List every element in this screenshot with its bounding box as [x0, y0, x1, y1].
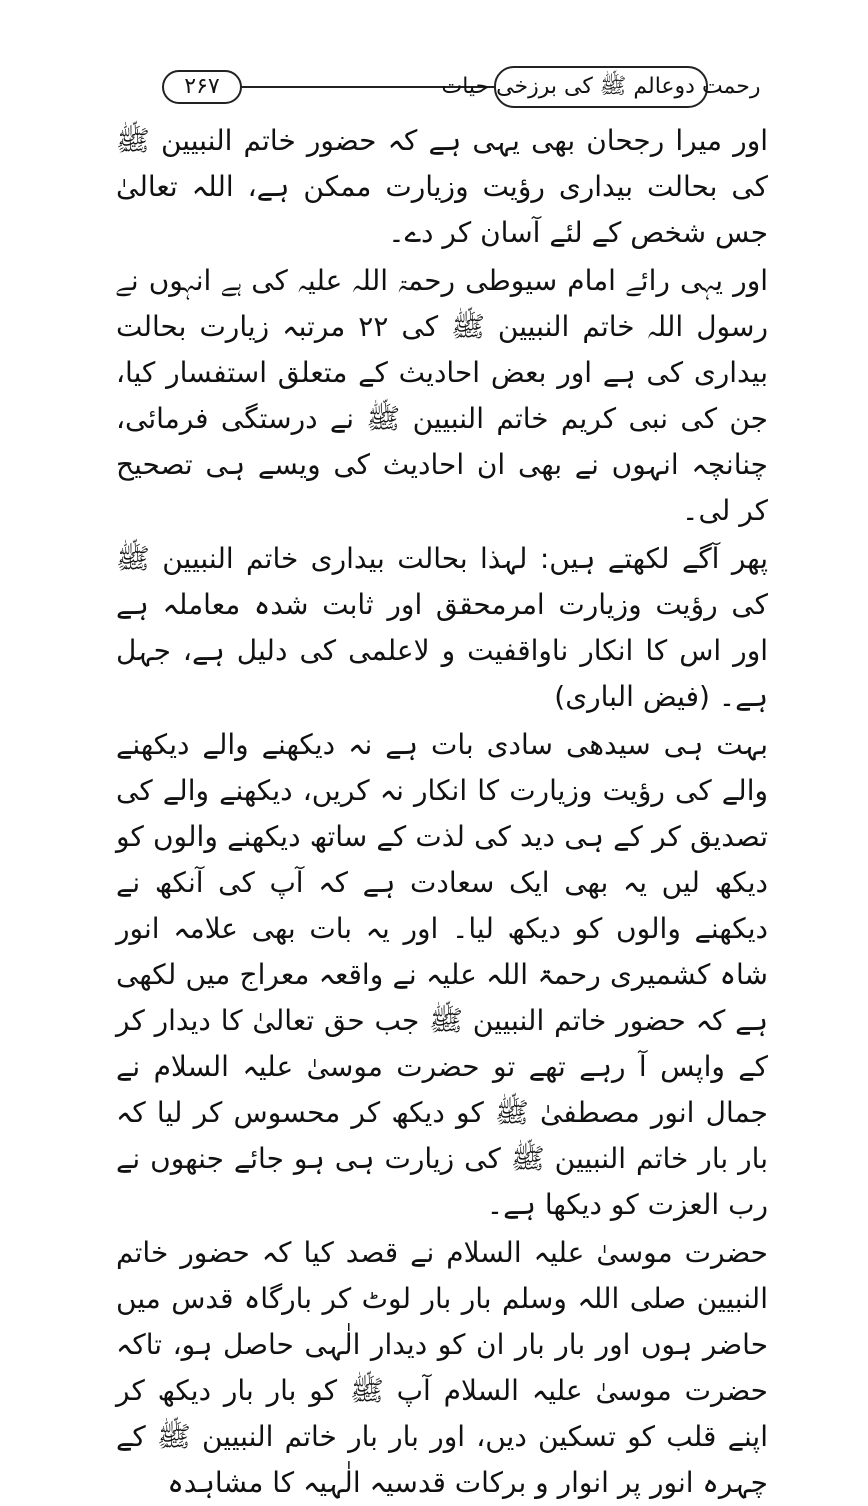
paragraph-5: حضرت موسیٰ علیہ السلام نے قصد کیا کہ حضور خاتم النبیین صلی اللہ وسلم بار بار لوٹ کر بارگاہ قدس میں حاضر ہوں اور بار بار ان کو دیدار الٰہی حاصل ہو، تاکہ حضرت موسیٰ علیہ السلام آپ ﷺ کو بار بار دیکھ کر اپنے قلب کو تسکین دیں، اور بار بار خاتم النبیین ﷺ کے چہرہ انور پر انوار و برکات قدسیہ الٰہیہ کا مشاہدہ	[116, 1236, 768, 1499]
paragraph-1: اور میرا رجحان بھی یہی ہے کہ حضور خاتم النبیین ﷺ کی بحالت بیداری رؤیت وزیارت ممکن ہے، اللہ تعالیٰ جس شخص کے لئے آسان کر دے۔	[116, 124, 768, 249]
paragraph-4: بہت ہی سیدھی سادی بات ہے نہ دیکھنے والے دیکھنے والے کی رؤیت وزیارت کا انکار نہ کریں، دیکھنے والے کی تصدیق کر کے ہی دید کی لذت کے ساتھ دیکھنے والوں کو دیکھ لیں یہ بھی ایک سعادت ہے کہ آپ کی آنکھ نے دیکھنے والوں کو دیکھ لیا۔ اور یہ بات بھی علامہ انور شاہ کشمیری رحمۃ اللہ علیہ نے واقعہ معراج میں لکھی ہے کہ حضور خاتم النبیین ﷺ جب حق تعالیٰ کا دیدار کر کے واپس آ رہے تھے تو حضرت موسیٰ علیہ السلام نے جمال انور مصطفیٰ ﷺ کو دیکھ کر محسوس کر لیا کہ بار بار خاتم النبیین ﷺ کی زیارت ہی ہو جائے جنھوں نے رب العزت کو دیکھا ہے۔	[116, 728, 768, 1221]
running-title: رحمت دوعالم ﷺ کی برزخی حیات	[494, 66, 708, 108]
page-body	[116, 118, 768, 1506]
page-number: ۲۶۷	[162, 70, 242, 104]
paragraph-2: اور یہی رائے امام سیوطی رحمۃ اللہ علیہ کی ہے انہوں نے رسول اللہ خاتم النبیین ﷺ کی ۲۲ مرتبہ زیارت بحالت بیداری کی ہے اور بعض احادیث کے متعلق استفسار کیا، جن کی نبی کریم خاتم النبیین ﷺ نے درستگی فرمائی، چنانچہ انہوں نے بھی ان احادیث کی ویسے ہی تصحیح کر لی۔	[116, 264, 768, 527]
page-header	[150, 64, 761, 110]
paragraph-3: پھر آگے لکھتے ہیں: لہذا بحالت بیداری خاتم النبیین ﷺ کی رؤیت وزیارت امرمحقق اور ثابت شدہ معاملہ ہے اور اس کا انکار ناواقفیت و لاعلمی کی دلیل ہے، جہل ہے۔ (فیض الباری)	[116, 542, 768, 713]
